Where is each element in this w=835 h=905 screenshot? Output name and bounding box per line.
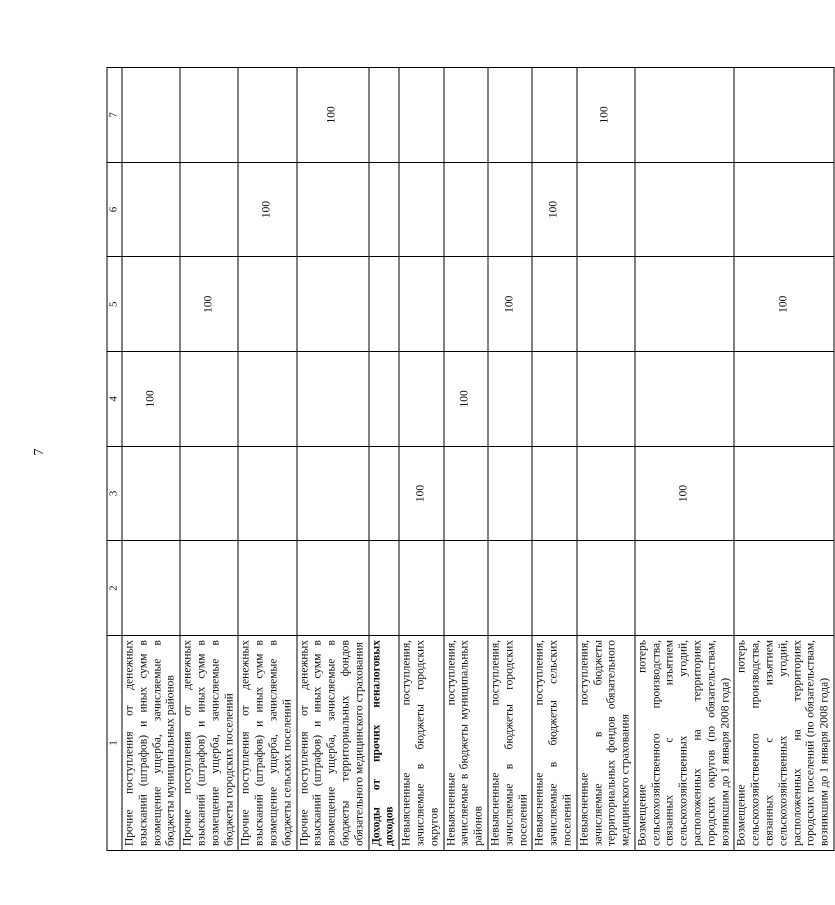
percent-cell-col-7 bbox=[399, 68, 443, 163]
revenue-distribution-table bbox=[107, 67, 835, 851]
percent-cell-col-5: 100 bbox=[488, 257, 532, 352]
revenue-description: Возмещение потерь сельскохозяйственного производства, связанных с изъятием сельскохозяйственных угодий, расположенных на территориях городских поселений (по обязательствам, возникшим до 1 января 2008 года) bbox=[734, 636, 834, 851]
percent-cell-col-3 bbox=[488, 446, 532, 541]
table-row bbox=[444, 68, 488, 851]
table-row bbox=[122, 68, 180, 851]
percent-cell-col-6 bbox=[297, 162, 369, 257]
percent-cell-col-7 bbox=[734, 68, 834, 163]
table-row bbox=[180, 68, 238, 851]
percent-cell-col-6 bbox=[444, 162, 488, 257]
percent-cell-col-6 bbox=[399, 162, 443, 257]
percent-cell-col-5: 100 bbox=[734, 257, 834, 352]
table-row bbox=[577, 68, 635, 851]
column-header-7: 7 bbox=[107, 68, 122, 163]
percent-cell-col-2 bbox=[297, 541, 369, 636]
table-row bbox=[734, 68, 834, 851]
percent-cell-col-6 bbox=[734, 162, 834, 257]
percent-cell-col-4 bbox=[488, 352, 532, 447]
percent-cell-col-7 bbox=[238, 68, 296, 163]
percent-cell-col-6 bbox=[122, 162, 180, 257]
revenue-description: Невыясненные поступления, зачисляемые в бюджеты муниципальных районов bbox=[444, 636, 488, 851]
percent-cell-col-5 bbox=[399, 257, 443, 352]
section-row bbox=[369, 68, 400, 851]
percent-cell-col-7: 100 bbox=[577, 68, 635, 163]
revenue-description: Доходы от прочих неналоговых доходов bbox=[369, 636, 400, 851]
table-header-row bbox=[107, 68, 122, 851]
table-row bbox=[532, 68, 576, 851]
revenue-description: Прочие поступления от денежных взысканий (штрафов) и иных сумм в возмещение ущерба, зачисляемые в бюджеты городских поселений bbox=[180, 636, 238, 851]
percent-cell-col-5: 100 bbox=[180, 257, 238, 352]
column-header-2: 2 bbox=[107, 541, 122, 636]
percent-cell-col-4 bbox=[532, 352, 576, 447]
column-header-3: 3 bbox=[107, 446, 122, 541]
percent-cell-col-4 bbox=[734, 352, 834, 447]
percent-cell-col-6 bbox=[488, 162, 532, 257]
percent-cell-col-2 bbox=[369, 541, 400, 636]
table-row bbox=[488, 68, 532, 851]
percent-cell-col-3: 100 bbox=[399, 446, 443, 541]
column-header-4: 4 bbox=[107, 352, 122, 447]
percent-cell-col-2 bbox=[635, 541, 735, 636]
revenue-description: Прочие поступления от денежных взысканий (штрафов) и иных сумм в возмещение ущерба, зачисляемые в бюджеты сельских поселений bbox=[238, 636, 296, 851]
percent-cell-col-7 bbox=[369, 68, 400, 163]
percent-cell-col-6 bbox=[180, 162, 238, 257]
percent-cell-col-4 bbox=[369, 352, 400, 447]
percent-cell-col-6: 100 bbox=[238, 162, 296, 257]
percent-cell-col-5 bbox=[297, 257, 369, 352]
table-row bbox=[238, 68, 296, 851]
percent-cell-col-5 bbox=[444, 257, 488, 352]
percent-cell-col-6 bbox=[635, 162, 735, 257]
percent-cell-col-7 bbox=[444, 68, 488, 163]
percent-cell-col-5 bbox=[122, 257, 180, 352]
percent-cell-col-5 bbox=[532, 257, 576, 352]
percent-cell-col-4: 100 bbox=[444, 352, 488, 447]
percent-cell-col-5 bbox=[369, 257, 400, 352]
page-number: 7 bbox=[32, 448, 47, 456]
percent-cell-col-4 bbox=[180, 352, 238, 447]
revenue-description: Возмещение потерь сельскохозяйственного производства, связанных с изъятием сельскохозяйственных угодий, расположенных на территориях городских округов (по обязательствам, возникшим до 1 января 2008 года) bbox=[635, 636, 735, 851]
percent-cell-col-7 bbox=[180, 68, 238, 163]
revenue-description: Невыясненные поступления, зачисляемые в бюджеты городских округов bbox=[399, 636, 443, 851]
revenue-description: Невыясненные поступления, зачисляемые в бюджеты городских поселений bbox=[488, 636, 532, 851]
revenue-description: Невыясненные поступления, зачисляемые в бюджеты сельских поселений bbox=[532, 636, 576, 851]
percent-cell-col-3 bbox=[532, 446, 576, 541]
percent-cell-col-2 bbox=[532, 541, 576, 636]
percent-cell-col-2 bbox=[577, 541, 635, 636]
percent-cell-col-4 bbox=[238, 352, 296, 447]
percent-cell-col-3 bbox=[238, 446, 296, 541]
percent-cell-col-3: 100 bbox=[635, 446, 735, 541]
percent-cell-col-4 bbox=[635, 352, 735, 447]
percent-cell-col-6 bbox=[369, 162, 400, 257]
percent-cell-col-3 bbox=[180, 446, 238, 541]
percent-cell-col-2 bbox=[734, 541, 834, 636]
percent-cell-col-2 bbox=[399, 541, 443, 636]
percent-cell-col-5 bbox=[635, 257, 735, 352]
revenue-description: Прочие поступления от денежных взысканий (штрафов) и иных сумм в возмещение ущерба, зачисляемые в бюджеты территориальных фондов обязательного медицинского страхования bbox=[297, 636, 369, 851]
percent-cell-col-7 bbox=[635, 68, 735, 163]
percent-cell-col-4 bbox=[297, 352, 369, 447]
revenue-description: Прочие поступления от денежных взысканий (штрафов) и иных сумм в возмещение ущерба, зачисляемые в бюджеты муниципальных районов bbox=[122, 636, 180, 851]
percent-cell-col-3 bbox=[369, 446, 400, 541]
percent-cell-col-5 bbox=[238, 257, 296, 352]
percent-cell-col-4: 100 bbox=[122, 352, 180, 447]
column-header-5: 5 bbox=[107, 257, 122, 352]
table-body bbox=[122, 68, 834, 851]
table-row bbox=[297, 68, 369, 851]
revenue-description: Невыясненные поступления, зачисляемые в бюджеты территориальных фондов обязательного медицинского страхования bbox=[577, 636, 635, 851]
table-row bbox=[399, 68, 443, 851]
rotated-table-container bbox=[107, 67, 831, 851]
percent-cell-col-7 bbox=[532, 68, 576, 163]
percent-cell-col-3 bbox=[734, 446, 834, 541]
percent-cell-col-2 bbox=[488, 541, 532, 636]
percent-cell-col-7 bbox=[488, 68, 532, 163]
percent-cell-col-7 bbox=[122, 68, 180, 163]
percent-cell-col-3 bbox=[577, 446, 635, 541]
percent-cell-col-4 bbox=[577, 352, 635, 447]
column-header-6: 6 bbox=[107, 162, 122, 257]
column-header-1: 1 bbox=[107, 636, 122, 851]
percent-cell-col-2 bbox=[180, 541, 238, 636]
percent-cell-col-3 bbox=[122, 446, 180, 541]
percent-cell-col-2 bbox=[444, 541, 488, 636]
percent-cell-col-5 bbox=[577, 257, 635, 352]
percent-cell-col-2 bbox=[122, 541, 180, 636]
percent-cell-col-4 bbox=[399, 352, 443, 447]
table-row bbox=[635, 68, 735, 851]
percent-cell-col-7: 100 bbox=[297, 68, 369, 163]
percent-cell-col-6 bbox=[577, 162, 635, 257]
percent-cell-col-3 bbox=[297, 446, 369, 541]
percent-cell-col-2 bbox=[238, 541, 296, 636]
percent-cell-col-6: 100 bbox=[532, 162, 576, 257]
percent-cell-col-3 bbox=[444, 446, 488, 541]
